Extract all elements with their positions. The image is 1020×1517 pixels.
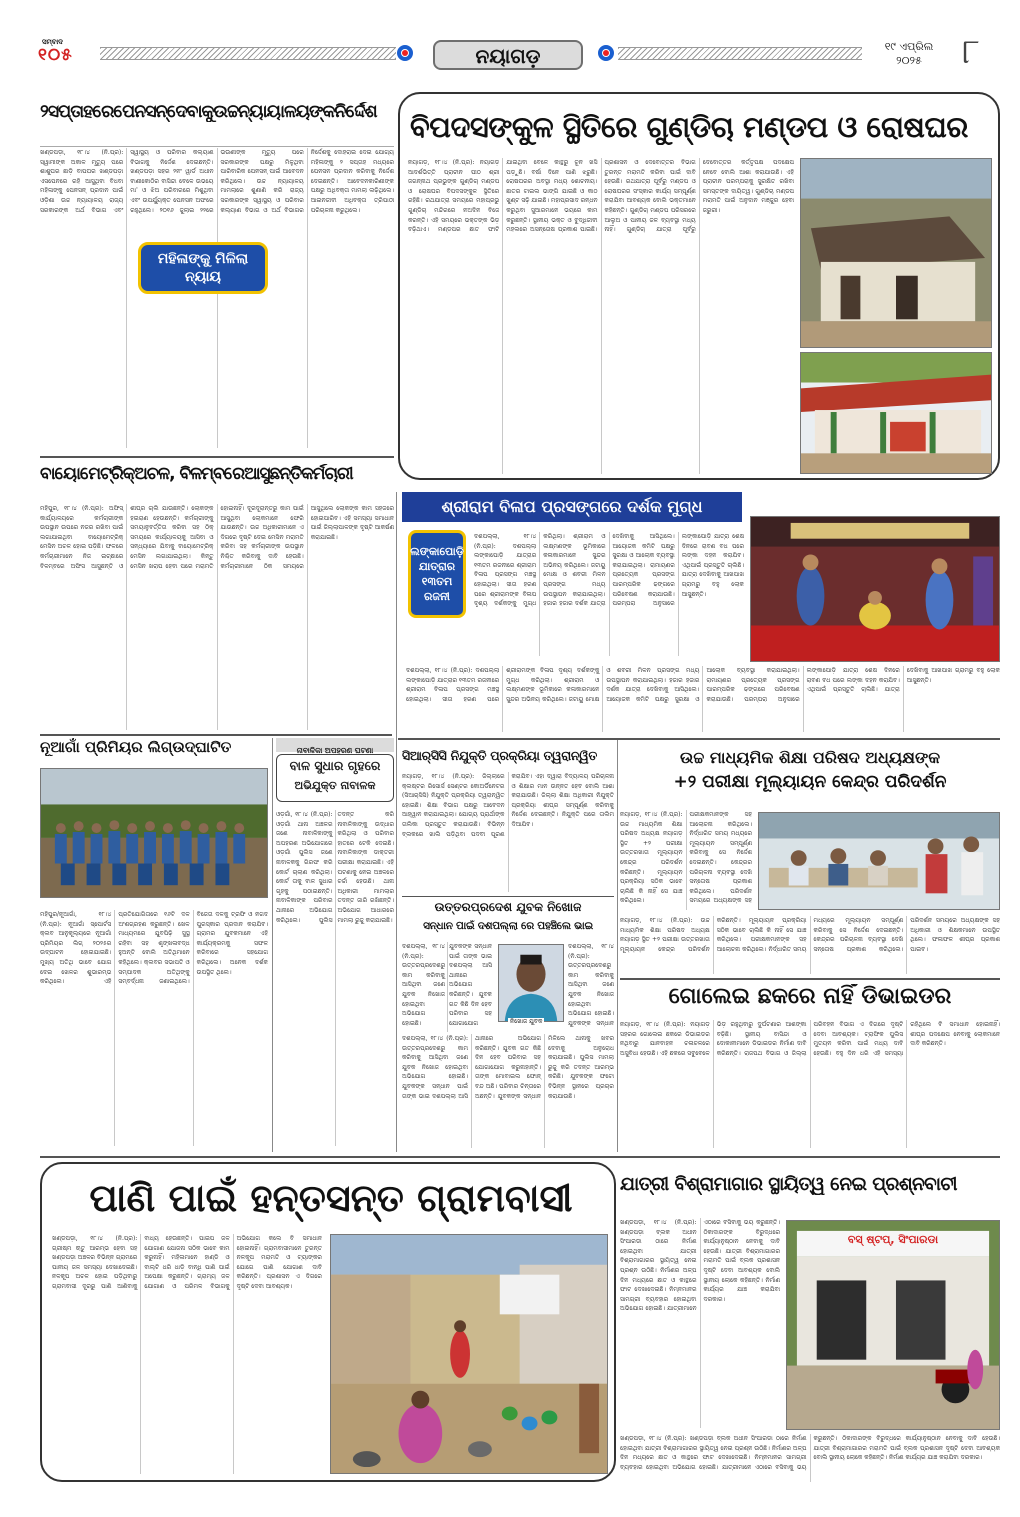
logo-small-text: ସମ୍ବାଦ [42, 38, 63, 46]
srirama-article [398, 492, 1000, 738]
league-photo [40, 768, 268, 898]
srirama-inset [408, 530, 466, 618]
target-icon-left [397, 45, 413, 61]
missing-headline-line1: ଉତ୍ତରପ୍ରଦେଶ ଯୁବକ ନିଖୋଜ [434, 900, 582, 914]
waiting-body-top: ଖଣ୍ଡପଡ଼ା, ୧୮।୪ (ନି.ପ୍ର): ଖଣ୍ଡପଡ଼ା ବ୍ଲକ ଅଧୀନ ସିଂପାରଡା ଠାରେ ନିର୍ମାଣ ହୋଇଥିବା ଯାତ୍ରୀ ବିଶ୍ରାମାଗାରର ସ୍ଥାୟିତ୍ୱ ନେଇ ପ୍ରଶ୍ନ ଉଠିଛି। ନିର୍ମାଣର ଅଳ୍ପ ଦିନ ମଧ୍ୟରେ ଛାତ ଓ କାନ୍ଥରେ ଫାଟ ଦେଖାଦେଇଛି। ନିମ୍ନମାନର ସାମଗ୍ରୀ ବ୍ୟବହାର ହୋଇଥିବା ଅଭିଯୋଗ ହୋଇଛି। ଯାତ୍ରୀମାନେ ଏଠାରେ ବସିବାକୁ ଭୟ କରୁଛନ୍ତି। ଠିକାଦାରଙ୍କ ବିରୁଦ୍ଧରେ କାର୍ଯ୍ୟାନୁଷ୍ଠାନ ନେବାକୁ ଦାବି ହେଉଛି। ଯାତ୍ରୀ ବିଶ୍ରାମାଗାରର ମରାମତି ପାଇଁ ବ୍ଲକ ପ୍ରଶାସନ ଦୃଷ୍ଟି ଦେବା ଆବଶ୍ୟକ ବୋଲି ସ୍ଥାନୀୟ ଲୋକେ କହିଛନ୍ତି। ନିର୍ମାଣ କାର୍ଯ୍ୟର ଯାଞ୍ଚ କରାଯିବା ଦରକାର। [620, 1219, 780, 1313]
divider-article [620, 980, 1000, 1152]
rule-vertical-league [272, 738, 273, 1152]
minor-headline-line1: ବାଳ ସୁଧାର ଗୃହରେ [289, 758, 381, 773]
waiting-sign-label [796, 1228, 990, 1246]
date-line-2: ୨୦୨୫ [896, 54, 922, 67]
water-headline: ପାଣି ପାଇଁ ହନ୍ତସନ୍ତ ଗ୍ରାମବାସୀ [89, 1176, 573, 1220]
srirama-headline: ଶ୍ରୀରାମ ବିଳାପ ପ୍ରସଙ୍ଗରେ ଦର୍ଶକ ମୁଗ୍ଧ [441, 497, 703, 516]
waiting-headline: ଯାତ୍ରୀ ବିଶ୍ରାମାଗାର ସ୍ଥାୟିତ୍ୱ ନେଇ ପ୍ରଶ୍ନବାଚୀ [620, 1174, 957, 1195]
srirama-banner [402, 492, 742, 522]
divider-body: ନୟାଗଡ଼, ୧୮।୪ (ନି.ପ୍ର): ନୟାଗଡ଼ ସହରର ଗୋଲେଇ ଛକରେ ଡିଭାଇଡର ନଥିବାରୁ ଯାନବାହନ ଚଳାଚଳରେ ଅସୁବିଧା ହେଉଛି। ଏହି ଛକରେ ସବୁବେଳେ ଭିଡ଼ ରହୁଥିବାରୁ ଦୁର୍ଘଟଣାର ଆଶଙ୍କା ବଢ଼ିଛି। ସ୍ଥାନୀୟ ବାସିନ୍ଦା ଓ ଦୋକାନୀମାନେ ଡିଭାଇଡର ନିର୍ମାଣ ଦାବି କରିଛନ୍ତି। ରାଜପଥ ବିଭାଗ ଓ ଜିଲ୍ଲା ପରିବହନ ବିଭାଗ ଏ ଦିଗରେ ଦୃଷ୍ଟି ଦେବା ଆବଶ୍ୟକ। ଟ୍ରାଫିକ ପୁଲିସ ମୁତୟନ କରିବା ପାଇଁ ମଧ୍ୟ ଦାବି ହେଉଛି। ବହୁ ଦିନ ଧରି ଏହି ସମସ୍ୟା ରହିଥିଲେ ବି ସମାଧାନ ହୋଇନାହିଁ। ଶୀଘ୍ର ପଦକ୍ଷେପ ନେବାକୁ ଲୋକମାନେ ଦାବି କରିଛନ୍ତି। [620, 1021, 1000, 1057]
crc-article [402, 748, 614, 894]
exam-photo [758, 812, 1000, 910]
section-title: ନୟାଗଡ଼ [475, 44, 541, 68]
gundicha-photo-kitchen [800, 352, 992, 474]
missing-article [402, 898, 614, 1152]
minor-kicker-text: ନାବାଳିକା ଅପହରଣ ଘଟଣା [296, 746, 374, 755]
logo-number: ୧୦୫ [38, 45, 73, 65]
rule-top-left [40, 146, 394, 147]
srirama-body-bottom: ଦଶପଲ୍ଲା, ୧୮।୪ (ନି.ପ୍ର): ଦଶପଲ୍ଲା ଲଙ୍କାପୋଡ଼ି ଯାତ୍ରାର ୧୩ତମ ରଜନୀରେ ଶ୍ରୀରାମ ବିଳାପ ପ୍ରସଙ୍ଗ ମଞ୍ଚସ୍ଥ ହୋଇଥିଲା। ସୀତା ହରଣ ପରେ ଶ୍ରୀରାମଙ୍କ ବିଳାପ ଦୃଶ୍ୟ ଦର୍ଶକଙ୍କୁ ମୁଗ୍ଧ କରିଥିଲା। ଶ୍ରୀରାମ ଓ ଲକ୍ଷ୍ମଣଙ୍କ ଭୂମିକାରେ କଳାକାରମାନେ ସୁନ୍ଦର ଅଭିନୟ କରିଥିଲେ। ଜଟାୟୁ ମୋକ୍ଷ ଓ ଶବରୀ ମିଳନ ପ୍ରସଙ୍ଗ ମଧ୍ୟ ଉପସ୍ଥାପନ କରାଯାଇଥିଲା। ହଜାର ହଜାର ଦର୍ଶକ ଯାତ୍ରା ଦେଖିବାକୁ ଆସିଥିଲେ। ଆୟୋଜକ କମିଟି ପକ୍ଷରୁ ସୁରକ୍ଷା ଓ ଆଲୋକ ବ୍ୟବସ୍ଥା କରାଯାଇଥିଲା। ରାମାୟଣର ପ୍ରତ୍ୟେକ ପ୍ରସଙ୍ଗ ପାରମ୍ପରିକ ଢଙ୍ଗରେ ପରିବେଷଣ କରାଯାଉଛି। ପରମ୍ପରା ଅନୁସାରେ ଲଙ୍କାପୋଡ଼ି ଯାତ୍ରା ଶେଷ ଦିନରେ ରାବଣ ବଧ ପରେ ଲଙ୍କା ଦହନ କରାଯିବ। ଏଥିପାଇଁ ପ୍ରସ୍ତୁତି ଚାଲିଛି। ଯାତ୍ରା ଦେଖିବାକୁ ଆଖପାଖ ଗ୍ରାମରୁ ବହୁ ଲୋକ ଆସୁଛନ୍ତି। [406, 667, 1000, 703]
crc-headline: ସିଆର୍‌ସିସି ନିଯୁକ୍ତି ପ୍ରକ୍ରିୟା ତ୍ୱରାନ୍ୱିତ [402, 748, 597, 763]
rule-pension-bottom [40, 456, 394, 458]
missing-body-left: ଦଶପଲ୍ଲା, ୧୮।୪ (ନି.ପ୍ର): ଉତ୍ତରପ୍ରଦେଶରୁ କାମ କରିବାକୁ ଆସିଥିବା ଜଣେ ଯୁବକ ନିଖୋଜ ହୋଇଥିବା ଅଭିଯୋଗ ହୋଇଛି। ଯୁବକଙ୍କ ସନ୍ଧାନ ପାଇଁ ତାଙ୍କ ଭାଇ ଦଶପଲ୍ଲା ଆସି ଥାନାରେ ଅଭିଯୋଗ କରିଛନ୍ତି। ଯୁବକ ଗତ କିଛି ଦିନ ହେବ ପରିବାର ସହ ଯୋଗାଯୋଗ [402, 943, 492, 1027]
missing-photo-caption: ନିଖୋଜ ଯୁବକ [510, 1018, 543, 1025]
gundicha-photo-mandap [800, 158, 992, 348]
gundicha-article [398, 92, 1000, 480]
minor-article [276, 738, 394, 1150]
biometric-article [40, 460, 394, 730]
exam-body-bottom: ନୟାଗଡ଼, ୧୮।୪ (ନି.ପ୍ର): ଉଚ୍ଚ ମାଧ୍ୟମିକ ଶିକ୍ଷା ପରିଷଦ ଅଧ୍ୟକ୍ଷ ନୟାଗଡ଼ ସ୍ଥିତ +୨ ପରୀକ୍ଷା ଉତ୍ତରଖାତା ମୂଲ୍ୟାୟନ କେନ୍ଦ୍ର ପରିଦର୍ଶନ କରିଛନ୍ତି। ମୂଲ୍ୟାୟନ ପ୍ରକ୍ରିୟା ସଠିକ ଭାବେ ଚାଲିଛି କି ନାହିଁ ସେ ଯାଞ୍ଚ କରିଥିଲେ। ପରୀକ୍ଷକମାନଙ୍କ ସହ ଆଲୋଚନା କରିଥିଲେ। ନିର୍ଦ୍ଧାରିତ ସମୟ ମଧ୍ୟରେ ମୂଲ୍ୟାୟନ ସମ୍ପୂର୍ଣ୍ଣ କରିବାକୁ ସେ ନିର୍ଦ୍ଦେଶ ଦେଇଛନ୍ତି। କେନ୍ଦ୍ରର ପରିଚାଳନା ବ୍ୟବସ୍ଥା ଦେଖି ସନ୍ତୋଷ ପ୍ରକାଶ କରିଥିଲେ। ପରିଦର୍ଶନ ସମୟରେ ଅଧ୍ୟକ୍ଷଙ୍କ ସହ ଅଧିକାରୀ ଓ ଶିକ୍ଷକମାନେ ଉପସ୍ଥିତ ଥିଲେ। ଫଳାଫଳ ଶୀଘ୍ର ପ୍ରକାଶ ପାଇବ। [620, 917, 1000, 953]
league-body: ମହିପୁର/ନୂଆଗାଁ, ୧୮।୪ (ନି.ପ୍ର): ନୂଆଗାଁ ସ୍ପୋର୍ଟସ କ୍ଲବ ଆନୁକୂଲ୍ୟରେ ନୂଆଗାଁ ପ୍ରିମିୟର ଲିଗ୍ ୨୦୨୫ର ଉଦ୍‌ଘାଟନ ହୋଇଯାଇଛି। ମୁଖ୍ୟ ଅତିଥି ଭାବେ ଯୋଗ ଦେଇ ଖେଳର ଶୁଭାରମ୍ଭ କରିଥିଲେ। ଏହି ପ୍ରତିଯୋଗିତାରେ ୧୬ଟି ଦଳ ଅଂଶଗ୍ରହଣ କରୁଛନ୍ତି। ଖେଳ ମାଧ୍ୟମରେ ଯୁବପିଢ଼ି ସୁସ୍ଥ ରହିବା ସହ ଶୃଙ୍ଖଳାବଦ୍ଧ ହୁଅନ୍ତି ବୋଲି ଅତିଥିମାନେ କହିଥିଲେ। କ୍ଲବର ସଭାପତି ଓ ସମ୍ପାଦକ ଅତିଥିଙ୍କୁ ସମ୍ବର୍ଦ୍ଧନା ଜଣାଇଥିଲେ। ବିଜେତା ଦଳକୁ ଟ୍ରଫି ଓ ନଗଦ ପୁରସ୍କାର ପ୍ରଦାନ କରାଯିବ। ଗ୍ରାମର ଯୁବକମାନେ ଏହି କାର୍ଯ୍ୟକ୍ରମକୁ ସଫଳ କରିବାରେ ସହଯୋଗ କରିଥିଲେ। ଅନେକ ଦର୍ଶକ ଉପସ୍ଥିତ ଥିଲେ। [40, 911, 268, 986]
masthead-pattern-left [100, 47, 396, 60]
water-article [40, 1162, 616, 1482]
waiting-body-bottom: ଖଣ୍ଡପଡ଼ା, ୧୮।୪ (ନି.ପ୍ର): ଖଣ୍ଡପଡ଼ା ବ୍ଲକ ଅଧୀନ ସିଂପାରଡା ଠାରେ ନିର୍ମାଣ ହୋଇଥିବା ଯାତ୍ରୀ ବିଶ୍ରାମାଗାରର ସ୍ଥାୟିତ୍ୱ ନେଇ ପ୍ରଶ୍ନ ଉଠିଛି। ନିର୍ମାଣର ଅଳ୍ପ ଦିନ ମଧ୍ୟରେ ଛାତ ଓ କାନ୍ଥରେ ଫାଟ ଦେଖାଦେଇଛି। ନିମ୍ନମାନର ସାମଗ୍ରୀ ବ୍ୟବହାର ହୋଇଥିବା ଅଭିଯୋଗ ହୋଇଛି। ଯାତ୍ରୀମାନେ ଏଠାରେ ବସିବାକୁ ଭୟ କରୁଛନ୍ତି। ଠିକାଦାରଙ୍କ ବିରୁଦ୍ଧରେ କାର୍ଯ୍ୟାନୁଷ୍ଠାନ ନେବାକୁ ଦାବି ହେଉଛି। ଯାତ୍ରୀ ବିଶ୍ରାମାଗାରର ମରାମତି ପାଇଁ ବ୍ଲକ ପ୍ରଶାସନ ଦୃଷ୍ଟି ଦେବା ଆବଶ୍ୟକ ବୋଲି ସ୍ଥାନୀୟ ଲୋକେ କହିଛନ୍ତି। ନିର୍ମାଣ କାର୍ଯ୍ୟର ଯାଞ୍ଚ କରାଯିବା ଦରକାର। [620, 1435, 1000, 1471]
page-number: ୮ [962, 32, 980, 72]
date-block [874, 40, 944, 76]
newspaper-logo [34, 38, 96, 70]
rule-crc-bottom [402, 896, 614, 897]
exam-body-left: ନୟାଗଡ଼, ୧୮।୪ (ନି.ପ୍ର): ଉଚ୍ଚ ମାଧ୍ୟମିକ ଶିକ୍ଷା ପରିଷଦ ଅଧ୍ୟକ୍ଷ ନୟାଗଡ଼ ସ୍ଥିତ +୨ ପରୀକ୍ଷା ଉତ୍ତରଖାତା ମୂଲ୍ୟାୟନ କେନ୍ଦ୍ର ପରିଦର୍ଶନ କରିଛନ୍ତି। ମୂଲ୍ୟାୟନ ପ୍ରକ୍ରିୟା ସଠିକ ଭାବେ ଚାଲିଛି କି ନାହିଁ ସେ ଯାଞ୍ଚ କରିଥିଲେ। ପରୀକ୍ଷକମାନଙ୍କ ସହ ଆଲୋଚନା କରିଥିଲେ। ନିର୍ଦ୍ଧାରିତ ସମୟ ମଧ୍ୟରେ ମୂଲ୍ୟାୟନ ସମ୍ପୂର୍ଣ୍ଣ କରିବାକୁ ସେ ନିର୍ଦ୍ଦେଶ ଦେଇଛନ୍ତି। କେନ୍ଦ୍ରର ପରିଚାଳନା ବ୍ୟବସ୍ଥା ଦେଖି ସନ୍ତୋଷ ପ୍ରକାଶ କରିଥିଲେ। ପରିଦର୍ଶନ ସମୟରେ ଅଧ୍ୟକ୍ଷଙ୍କ ସହ [620, 811, 752, 905]
exam-headline-line2: +୨ ପରୀକ୍ଷା ମୂଲ୍ୟାୟନ କେନ୍ଦ୍ର ପରିଦର୍ଶନ [673, 772, 947, 792]
srirama-body-top: ଦଶପଲ୍ଲା, ୧୮।୪ (ନି.ପ୍ର): ଦଶପଲ୍ଲା ଲଙ୍କାପୋଡ଼ି ଯାତ୍ରାର ୧୩ତମ ରଜନୀରେ ଶ୍ରୀରାମ ବିଳାପ ପ୍ରସଙ୍ଗ ମଞ୍ଚସ୍ଥ ହୋଇଥିଲା। ସୀତା ହରଣ ପରେ ଶ୍ରୀରାମଙ୍କ ବିଳାପ ଦୃଶ୍ୟ ଦର୍ଶକଙ୍କୁ ମୁଗ୍ଧ କରିଥିଲା। ଶ୍ରୀରାମ ଓ ଲକ୍ଷ୍ମଣଙ୍କ ଭୂମିକାରେ କଳାକାରମାନେ ସୁନ୍ଦର ଅଭିନୟ କରିଥିଲେ। ଜଟାୟୁ ମୋକ୍ଷ ଓ ଶବରୀ ମିଳନ ପ୍ରସଙ୍ଗ ମଧ୍ୟ ଉପସ୍ଥାପନ କରାଯାଇଥିଲା। ହଜାର ହଜାର ଦର୍ଶକ ଯାତ୍ରା ଦେଖିବାକୁ ଆସିଥିଲେ। ଆୟୋଜକ କମିଟି ପକ୍ଷରୁ ସୁରକ୍ଷା ଓ ଆଲୋକ ବ୍ୟବସ୍ଥା କରାଯାଇଥିଲା। ରାମାୟଣର ପ୍ରତ୍ୟେକ ପ୍ରସଙ୍ଗ ପାରମ୍ପରିକ ଢଙ୍ଗରେ ପରିବେଷଣ କରାଯାଉଛି। ପରମ୍ପରା ଅନୁସାରେ ଲଙ୍କାପୋଡ଼ି ଯାତ୍ରା ଶେଷ ଦିନରେ ରାବଣ ବଧ ପରେ ଲଙ୍କା ଦହନ କରାଯିବ। ଏଥିପାଇଁ ପ୍ରସ୍ତୁତି ଚାଲିଛି। ଯାତ୍ରା ଦେଖିବାକୁ ଆଖପାଖ ଗ୍ରାମରୁ ବହୁ ଲୋକ ଆସୁଛନ୍ତି। [474, 533, 744, 608]
waiting-sign-text: ବସ୍ ଷ୍ଟପ୍, ସିଂପାରଡା [847, 1233, 939, 1246]
minor-body: ଓଡ଼ଗାଁ, ୧୮।୪ (ନି.ପ୍ର): ଓଡ଼ଗାଁ ଥାନା ଅଞ୍ଚଳର ଜଣେ ନାବାଳିକାଙ୍କୁ ଅପହରଣ ଅଭିଯୋଗରେ ଓଡ଼ଗାଁ ପୁଲିସ ଜଣେ ନାବାଳକକୁ ଗିରଫ କରି କୋର୍ଟ ଚାଲାଣ କରିଥିଲା। କୋର୍ଟ ତାକୁ ବାଳ ସୁଧାର ଗୃହକୁ ପଠାଇଛନ୍ତି। ନାବାଳିକାଙ୍କ ପରିବାର ଥାନାରେ ଅଭିଯୋଗ କରିଥିଲେ। ପୁଲିସ ତଦନ୍ତ କରି ନାବାଳିକାଙ୍କୁ ଉଦ୍ଧାର କରିଥିଲା ଓ ପରିବାର ହାତରେ ଟେକି ଦେଇଛି। ନାବାଳିକାଙ୍କ ଡାକ୍ତରୀ ପରୀକ୍ଷା କରାଯାଇଛି। ଏହି ଘଟଣାକୁ ନେଇ ଅଞ୍ଚଳରେ ଚର୍ଚ୍ଚା ହେଉଛି। ଥାନା ଅଧିକାରୀ ମାମଲାର ତଦନ୍ତ ଜାରି ରଖିଛନ୍ତି। ଅଭିଯୋଗ ଆଧାରରେ ମାମଲା ରୁଜୁ କରାଯାଇଛି। [276, 811, 394, 924]
masthead-pattern-right [618, 47, 862, 60]
waiting-article [620, 1166, 1000, 1484]
minor-headline-box [276, 754, 394, 802]
pension-body: ଖଣ୍ଡପଡ଼ା, ୧୮।୪ (ନି.ପ୍ର): ସ୍ୱାମୀଙ୍କ ଅକାଳ ମୃତ୍ୟୁ ପରେ ଶାଶୁଘର ଛାଡ଼ି ବାପଘର ଖଣ୍ଡପଡ଼ା ଏସପେନରେ ରହି ଆସୁଥିବା ବିଧବା ମହିଳାଙ୍କୁ ପେନସନ୍ ପ୍ରଦାନ ପାଇଁ ଓଡ଼ିଶା ଉଚ୍ଚ ନ୍ୟାୟାଳୟ ରାଜ୍ୟ ସରକାରଙ୍କ ଅର୍ଥ ବିଭାଗ ଏବଂ ସ୍ୱାସ୍ଥ୍ୟ ଓ ପରିବାର କଲ୍ୟାଣ ବିଭାଗକୁ ନିର୍ଦ୍ଦେଶ ଦେଇଛନ୍ତି। ଖଣ୍ଡପଡ଼ା ସହର ୨ନଂ ୱାର୍ଡ ଅଧୀନ ବାଣୀକୋଠିର ବାସିନ୍ଦା ବେଳେ ଉଭୟେ ମା' ଓ ଝିଅ ପରିବାରରେ ମିଶୁଥିବା ଏବଂ ଉପର୍ଯ୍ୟୁକ୍ତ ପେନସନ ଅଫରେ ରହୁଥିଲେ। ୨୦୧୬ ଜୁଲାଇ ୨୨ରେ ଭଉଣୀଙ୍କ ମୃତ୍ୟୁ ପରେ ସରକାରଙ୍କ ପକ୍ଷରୁ ମିଳୁଥିବା ପାରିବାରିକ ପେନସନ୍ ପାଇଁ ଆବେଦନ କରିଥିଲେ। ଉଚ୍ଚ ନ୍ୟାୟାଳୟ ମାମଲାରେ ଶୁଣାଣି କରି ରାଜ୍ୟ ସରକାରଙ୍କ ସ୍ୱାସ୍ଥ୍ୟ ଓ ପରିବାର କଲ୍ୟାଣ ବିଭାଗ ଓ ଅର୍ଥ ବିଭାଗର ନିର୍ଦ୍ଦେଶକୁ ଦୋହରାଇ ଦେଇ ଯୋଗ୍ୟ ମହିଳାଙ୍କୁ ୨ ସପ୍ତାହ ମଧ୍ୟରେ ପେନସନ ପ୍ରଦାନ କରିବାକୁ ନିର୍ଦ୍ଦେଶ ଦେଇଛନ୍ତି। ଆବେଦନକାରିଣୀଙ୍କ ପକ୍ଷରୁ ଅଧିବକ୍ତା ମାମଲା ଲଢ଼ିଥିଲେ। ଆଇନଜୀବୀ ଅଧିବକ୍ତା ତ୍ରିପାଠୀ ପରିଚାଳନା କରୁଥିଲେ। [40, 149, 394, 214]
masthead [0, 0, 1020, 82]
pension-inset [138, 242, 268, 294]
pension-article [40, 96, 394, 452]
minor-kicker [276, 738, 394, 755]
biometric-headline: ବାୟୋମେଟ୍ରିକ୍‌ଅଚଳ, ବିଳମ୍ବରେଆସୁଛନ୍ତିକର୍ମଚାରୀ [40, 464, 353, 484]
water-photo [330, 1234, 608, 1474]
waiting-photo [786, 1220, 1000, 1430]
missing-body-bottom: ଦଶପଲ୍ଲା, ୧୮।୪ (ନି.ପ୍ର): ଉତ୍ତରପ୍ରଦେଶରୁ କାମ କରିବାକୁ ଆସିଥିବା ଜଣେ ଯୁବକ ନିଖୋଜ ହୋଇଥିବା ଅଭିଯୋଗ ହୋଇଛି। ଯୁବକଙ୍କ ସନ୍ଧାନ ପାଇଁ ତାଙ୍କ ଭାଇ ଦଶପଲ୍ଲା ଆସି ଥାନାରେ ଅଭିଯୋଗ କରିଛନ୍ତି। ଯୁବକ ଗତ କିଛି ଦିନ ହେବ ପରିବାର ସହ ଯୋଗାଯୋଗ କରୁନାହାନ୍ତି। ତାଙ୍କ ମୋବାଇଲ ଫୋନ୍ ବନ୍ଦ ଅଛି। ପରିବାର ଚିନ୍ତାରେ ଅଛନ୍ତି। ଯୁବକଙ୍କ ସନ୍ଧାନ ମିଳିଲେ ଥାନାକୁ ଖବର ଦେବାକୁ ଅନୁରୋଧ କରାଯାଇଛି। ପୁଲିସ ମାମଲା ରୁଜୁ କରି ତଦନ୍ତ ଆରମ୍ଭ କରିଛି। ଯୁବକଙ୍କ ଫଟୋ ବିଭିନ୍ନ ସ୍ଥାନରେ ପ୍ରଚାର କରାଯାଉଛି। [402, 1035, 614, 1100]
target-icon-right [598, 45, 614, 61]
biometric-body: ମହିପୁର, ୧୮।୪ (ନି.ପ୍ର): ଅଫିସ୍ କାର୍ଯ୍ୟାଳୟରେ କର୍ମଚାରୀଙ୍କ ଉପସ୍ଥାନ ଉପରେ ନଜର ରଖିବା ପାଇଁ ଲଗାଯାଇଥିବା ବାୟୋମେଟ୍ରିକ୍ ମେସିନ ଅଚଳ ହୋଇ ପଡ଼ିଛି। ଫଳରେ କର୍ମଚାରୀମାନେ ନିଜ ଇଚ୍ଛାରେ ବିଳମ୍ବରେ ଅଫିସ ଆସୁଛନ୍ତି ଓ ଶୀଘ୍ର ଚାଲି ଯାଉଛନ୍ତି। ଲୋକଙ୍କ ହଇରାଣ ହେଉଛନ୍ତି। କର୍ମଚାରୀଙ୍କୁ ସମୟାନୁବର୍ତ୍ତିତା କରିବା ସହ ଠିକ୍ ସମୟରେ କାର୍ଯ୍ୟାଳୟକୁ ଆସିବା ଓ ସନ୍ଧ୍ୟାରେ ଯିବାକୁ ବାୟୋମେଟ୍ରିକ୍ ମେସିନ ଲଗାଯାଇଥିଲା। କିନ୍ତୁ ମେସିନ ଖରାପ ହେବା ପରେ ମରାମତି ହୋଇନାହିଁ। ଦୂରଦୂରାନ୍ତରୁ କାମ ପାଇଁ ଆସୁଥିବା ଲୋକମାନେ ଫେରି ଯାଉଛନ୍ତି। ଉଚ୍ଚ ଅଧିକାରୀମାନେ ଏ ଦିଗରେ ଦୃଷ୍ଟି ଦେଇ ମେସିନ ମରାମତି କରିବା ସହ କର୍ମଚାରୀଙ୍କ ଉପସ୍ଥାନ ନିଶ୍ଚିତ କରିବାକୁ ଦାବି ହେଉଛି। କର୍ମଚାରୀମାନେ ଠିକ ସମୟରେ ଆସୁଥିଲେ ଲୋକଙ୍କ କାମ ସହଜରେ ହୋଇପାରିବ। ଏହି ସମସ୍ୟା ସମାଧାନ ପାଇଁ ଜିଲ୍ଲାପାଳଙ୍କ ଦୃଷ୍ଟି ଆକର୍ଷଣ କରାଯାଇଛି। [40, 505, 394, 570]
gundicha-headline: ବିପଦସଙ୍କୁଳ ସ୍ଥିତିରେ ଗୁଣ୍ଡିଚା ମଣ୍ଡପ ଓ ରୋଷଘର [410, 110, 968, 144]
crc-body: ନୟାଗଡ଼, ୧୮।୪ (ନି.ପ୍ର): ଜିଲ୍ଲାରେ କ୍ଲଷ୍ଟର ରିସୋର୍ସ ସେଣ୍ଟର କୋଅର୍ଡିନେଟର (ସିଆର୍‌ସିସି) ନିଯୁକ୍ତି ପ୍ରକ୍ରିୟା ତ୍ୱରାନ୍ୱିତ ହୋଇଛି। ଶିକ୍ଷା ବିଭାଗ ପକ୍ଷରୁ ଆବେଦନ ଆହ୍ୱାନ କରାଯାଇଥିଲା। ଯୋଗ୍ୟ ପ୍ରାର୍ଥୀଙ୍କ ତାଲିକା ପ୍ରସ୍ତୁତ କରାଯାଉଛି। ବିଭିନ୍ନ ବ୍ଲକରେ ଖାଲି ପଡ଼ିଥିବା ପଦବୀ ପୂରଣ କରାଯିବ। ଏହା ଦ୍ୱାରା ବିଦ୍ୟାଳୟ ପରିଚାଳନା ଓ ଶିକ୍ଷାର ମାନ ଉନ୍ନତ ହେବ ବୋଲି ଆଶା କରାଯାଉଛି। ଜିଲ୍ଲା ଶିକ୍ଷା ଅଧିକାରୀ ନିଯୁକ୍ତି ପ୍ରକ୍ରିୟା ଶୀଘ୍ର ସମ୍ପୂର୍ଣ୍ଣ କରିବାକୁ ନିର୍ଦ୍ଦେଶ ଦେଇଛନ୍ତି। ନିଯୁକ୍ତି ପରେ ତାଲିମ ଦିଆଯିବ। [402, 773, 614, 838]
divider-headline: ଗୋଲେଇ ଛକରେ ନାହିଁ ଡିଭାଇଡର [668, 984, 952, 1009]
missing-body-right: ଦଶପଲ୍ଲା, ୧୮।୪ (ନି.ପ୍ର): ଉତ୍ତରପ୍ରଦେଶରୁ କାମ କରିବାକୁ ଆସିଥିବା ଜଣେ ଯୁବକ ନିଖୋଜ ହୋଇଥିବା ଅଭିଯୋଗ ହୋଇଛି। ଯୁବକଙ୍କ ସନ୍ଧାନ [568, 943, 614, 1027]
gundicha-body: ନୟାଗଡ଼, ୧୮।୪ (ନି.ପ୍ର): ନୟାଗଡ଼ ଆଦର୍ଶଭିତ୍ତି ପ୍ରାଚୀନ ପୀଠ ଶ୍ରୀ ଜଗନ୍ନାଥ ପ୍ରଭୁଙ୍କ ଗୁଣ୍ଡିଚା ମଣ୍ଡପ ଓ ରୋଷଘର ବିପଦସଙ୍କୁଳ ସ୍ଥିତିରେ ରହିଛି। ରଥଯାତ୍ରା ସମୟରେ ମହାପ୍ରଭୁ ଗୁଣ୍ଡିଚା ମନ୍ଦିରରେ ନଅଦିନ ବିଜେ କରନ୍ତି। ଏହି ସମୟରେ ଭକ୍ତଙ୍କ ଭିଡ଼ ବଢ଼ିଥାଏ। ମଣ୍ଡପର ଛାତ ଫାଟି ଯାଇଥିବା ବେଳେ କାନ୍ଥରୁ ଚୂନ ଖସି ପଡ଼ୁଛି। ବର୍ଷା ଦିନେ ପାଣି ଝରୁଛି। ରୋଷଘରର ଅବସ୍ଥା ମଧ୍ୟ ଶୋଚନୀୟ। ଛାତର ଟାଇଲ ଭାଙ୍ଗି ଯାଇଛି ଓ କାଠ ଖୁଣ୍ଟ ସଢ଼ି ଯାଇଛି। ମହାପ୍ରସାଦ ରନ୍ଧନ କରୁଥିବା ସୁଆରମାନେ ଭୟରେ କାମ କରୁଛନ୍ତି। ସ୍ଥାନୀୟ ଭକ୍ତ ଓ ବୁଦ୍ଧିଜୀବୀ ମହଲରେ ଅସନ୍ତୋଷ ପ୍ରକାଶ ପାଇଛି। ପ୍ରଶାସନ ଓ ଦେବୋତ୍ତର ବିଭାଗ ତୁରନ୍ତ ମରାମତି କରିବା ପାଇଁ ଦାବି ହେଉଛି। ରଥଯାତ୍ରା ପୂର୍ବରୁ ମଣ୍ଡପ ଓ ରୋଷଘରର ସଂସ୍କାର କାର୍ଯ୍ୟ ସମ୍ପୂର୍ଣ୍ଣ କରାଯିବା ଆବଶ୍ୟକ ବୋଲି ଭକ୍ତମାନେ କହିଛନ୍ତି। ଗୁଣ୍ଡିଚା ମଣ୍ଡପ ପରିସରରେ ଆଲୁଅ ଓ ପାନୀୟ ଜଳ ବ୍ୟବସ୍ଥା ମଧ୍ୟ ନାହିଁ। ଗୁଣ୍ଡିଚା ଯାତ୍ରା ପୂର୍ବରୁ ଦେବୋତ୍ତର କର୍ତ୍ତୃପକ୍ଷ ପଦକ୍ଷେପ ନେବେ ବୋଲି ଆଶା କରାଯାଉଛି। ଏହି ପ୍ରାଚୀନ ପରମ୍ପରାକୁ ସୁରକ୍ଷିତ ରଖିବା ସମସ୍ତଙ୍କ ଦାୟିତ୍ୱ। ଗୁଣ୍ଡିଚା ମଣ୍ଡପ ମରାମତି ପାଇଁ ଅନୁଦାନ ମଞ୍ଜୁର ହେବା ଜରୁରୀ। [408, 159, 794, 234]
srirama-inset-text: ଲଙ୍କାପୋଡ଼ି ଯାତ୍ରାର ୧୩ତମ ରଜନୀ [410, 545, 464, 603]
rule-vertical-left [396, 492, 397, 1152]
srirama-photo [750, 516, 1000, 662]
rule-srirama-bottom [398, 738, 1000, 740]
minor-headline-line2: ଅଭିଯୁକ୍ତ ନାବାଳକ [294, 779, 376, 792]
exam-headline-line1: ଉଚ୍ଚ ମାଧ୍ୟମିକ ଶିକ୍ଷା ପରିଷଦ ଅଧ୍ୟକ୍ଷଙ୍କ [679, 748, 941, 767]
pension-headline: ୨ସପ୍ତାହରେପେନସନ୍‌ଦେବାକୁଉଚ୍ଚନ୍ୟାୟାଳୟଙ୍କନିର୍ଦ୍ଦେଶ [40, 102, 377, 122]
rule-vertical-mid [617, 740, 618, 1152]
rule-exam-bottom [620, 978, 1000, 980]
pension-inset-text: ମହିଳାଙ୍କୁ ମିଳିଲା ନ୍ୟାୟ [157, 251, 249, 285]
rule-mid-bottom [40, 1156, 1000, 1158]
missing-photo [498, 944, 564, 1022]
rule-biometric-bottom [40, 734, 392, 736]
section-title-pill [433, 40, 583, 70]
date-line-1: ୧୯ ଏପ୍ରିଲ [884, 40, 934, 53]
league-article [40, 738, 268, 1150]
missing-headline-line2: ସନ୍ଧାନ ପାଇଁ ଦଶପଲ୍ଲା ରେ ପହଞ୍ଚିଲେ ଭାଇ [423, 920, 593, 932]
exam-article [620, 748, 1000, 976]
league-headline: ନୂଆଗାଁ ପ୍ରିମିୟର ଲିଗ୍‌ଉଦ୍‌ଘାଟିତ [40, 738, 232, 756]
water-body: ଖଣ୍ଡପଡ଼ା, ୧୮।୪ (ନି.ପ୍ର): ଗ୍ରୀଷ୍ମ ଋତୁ ଆରମ୍ଭ ହେବା ସହ ଖଣ୍ଡପଡ଼ା ଅଞ୍ଚଳର ବିଭିନ୍ନ ଗ୍ରାମରେ ପାନୀୟ ଜଳ ସମସ୍ୟା ଦେଖାଦେଇଛି। ନଳକୂପ ଅଚଳ ହୋଇ ପଡ଼ିଥିବାରୁ ଗ୍ରାମବାସୀ ଦୂରରୁ ପାଣି ଆଣିବାକୁ ବାଧ୍ୟ ହେଉଛନ୍ତି। ପାଇପ ଜଳ ଯୋଗାଣ ଯୋଜନା ସଠିକ ଭାବେ କାମ କରୁନାହିଁ। ମହିଳାମାନେ ହାଣ୍ଡି ଓ ବାଲ୍ଟି ଧରି ଧାଡ଼ି ବାନ୍ଧି ପାଣି ପାଇଁ ଅପେକ୍ଷା କରୁଛନ୍ତି। ଗ୍ରାମ୍ୟ ଜଳ ଯୋଗାଣ ଓ ପରିମଳ ବିଭାଗକୁ ଅଭିଯୋଗ କଲେ ବି ସମାଧାନ ହୋଇନାହିଁ। ଗ୍ରାମବାସୀମାନେ ତୁରନ୍ତ ନଳକୂପ ମରାମତି ଓ ଟ୍ୟାଙ୍କର ଯୋଗେ ପାଣି ଯୋଗାଣ ଦାବି କରିଛନ୍ତି। ପ୍ରଶାସନ ଏ ଦିଗରେ ଦୃଷ୍ଟି ଦେବା ଆବଶ୍ୟକ। [52, 1235, 322, 1290]
